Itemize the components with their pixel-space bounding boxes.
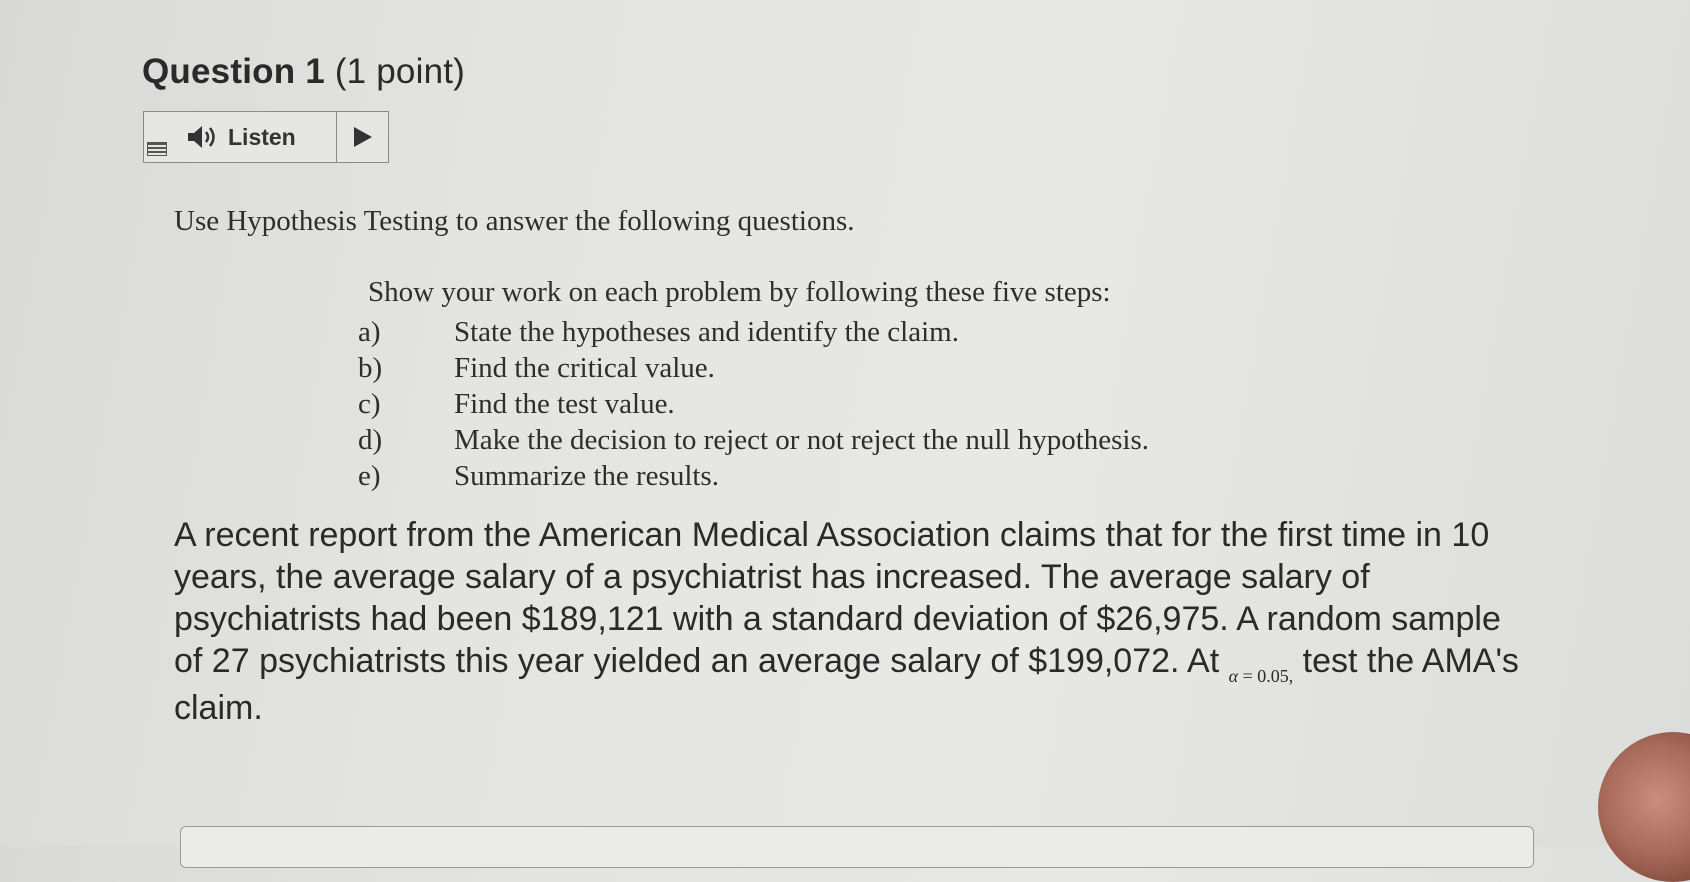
step-text: State the hypotheses and identify the claim. <box>454 316 959 348</box>
step-item <box>358 458 1149 494</box>
listen-menu-button[interactable] <box>144 112 170 162</box>
menu-icon <box>147 142 167 156</box>
step-letter: b) <box>358 352 383 384</box>
listen-widget <box>143 111 389 163</box>
step-item <box>358 386 1149 422</box>
alpha-comma: , <box>1288 666 1294 686</box>
step-letter: e) <box>358 460 381 492</box>
listen-label: Listen <box>228 123 296 150</box>
question-title <box>142 52 465 92</box>
alpha-expression <box>1229 666 1294 686</box>
step-letter: a) <box>358 316 381 348</box>
problem-text-end: test the AMA's claim. <box>174 642 1519 727</box>
listen-button[interactable] <box>170 112 337 162</box>
steps-header: Show your work on each problem by following these five steps: <box>368 276 1111 308</box>
step-item <box>358 350 1149 386</box>
finger-photo-artifact <box>1598 732 1690 882</box>
problem-text <box>174 514 1534 729</box>
intro-text: Use Hypothesis Testing to answer the following questions. <box>174 205 855 237</box>
steps-list <box>358 314 1149 494</box>
question-points: (1 point) <box>334 52 466 91</box>
play-icon <box>352 125 374 149</box>
step-letter: d) <box>358 424 383 456</box>
play-button[interactable] <box>337 112 388 162</box>
alpha-value: = 0.05 <box>1238 666 1289 686</box>
step-text: Find the critical value. <box>454 352 715 384</box>
step-text: Make the decision to reject or not reject the null hypothesis. <box>454 424 1149 456</box>
step-text: Summarize the results. <box>454 460 719 492</box>
alpha-symbol: α <box>1228 666 1239 686</box>
answer-input-box[interactable] <box>180 826 1534 868</box>
step-text: Find the test value. <box>454 388 675 420</box>
step-letter: c) <box>358 388 381 420</box>
question-number: Question 1 <box>142 52 325 91</box>
speaker-icon <box>186 124 220 150</box>
step-item <box>358 314 1149 350</box>
step-item <box>358 422 1149 458</box>
problem-text-main: A recent report from the American Medical Association claims that for the first time in 10 years, the average salary of a psychiatrist has increased. The average salary of psychiatrists had been $189,121 with a standard deviation of $26,975. A random sample of 27 psychiatrists this year yielded an average salary of $199,072. At <box>174 516 1501 680</box>
